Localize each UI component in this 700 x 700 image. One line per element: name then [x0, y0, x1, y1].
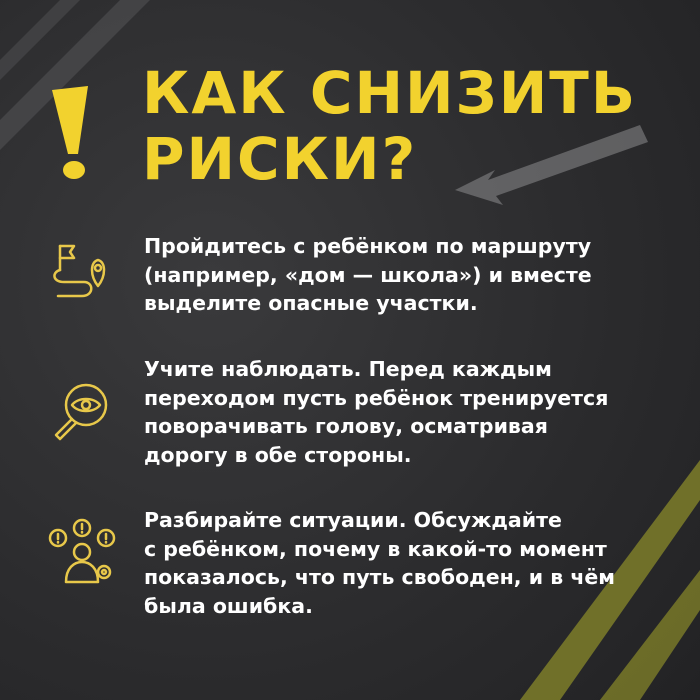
magnifier-eye-icon — [46, 377, 118, 449]
discussion-people-icon — [46, 518, 118, 590]
title-line-2: РИСКИ? — [142, 125, 418, 193]
route-map-icon — [46, 240, 118, 312]
tip-text: Учите наблюдать. Перед каждым переходом пусть ребёнок тренируется поворачивать голову, осматривая дорогу в обе стороны. — [144, 357, 609, 467]
tip-text: Разбирайте ситуации. Обсуждайте с ребёнком, почему в какой-то момент показалось, что путь свободен, и в чём была ошибка. — [144, 508, 616, 618]
exclamation-icon — [44, 84, 104, 184]
title-line-1: КАК СНИЗИТЬ — [142, 59, 638, 127]
page-title — [142, 60, 637, 192]
tip-text: Пройдитесь с ребёнком по маршруту (например, «дом — школа») и вместе выделите опасные участки. — [144, 234, 592, 315]
